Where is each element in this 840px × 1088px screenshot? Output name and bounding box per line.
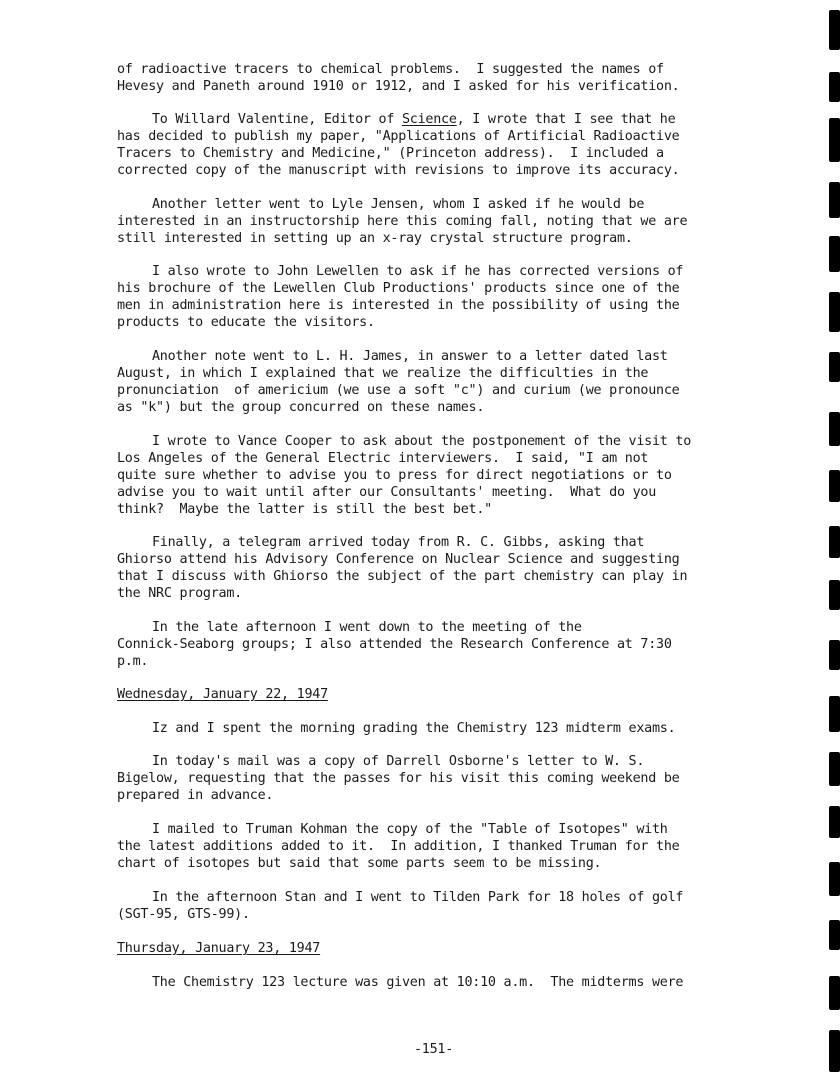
date-heading: Wednesday, January 22, 1947: [117, 687, 328, 702]
text-line: Finally, a telegram arrived today from R. C. Gibbs, asking that: [152, 535, 645, 550]
text-line: of radioactive tracers to chemical problems. I suggested the names of: [117, 62, 664, 77]
scan-edge-mark: [829, 118, 840, 162]
text-line: Hevesy and Paneth around 1910 or 1912, and I asked for his verification.: [117, 79, 680, 94]
text-line: To Willard Valentine, Editor of Science, I wrote that I see that he: [152, 112, 676, 127]
text-line: August, in which I explained that we realize the difficulties in the: [117, 366, 649, 381]
text-line: products to educate the visitors.: [117, 315, 375, 330]
text-line: men in administration here is interested in the possibility of using the: [117, 298, 680, 313]
scan-edge-mark: [829, 752, 840, 786]
text-line: p.m.: [117, 654, 149, 669]
text-line: chart of isotopes but said that some parts seem to be missing.: [117, 856, 602, 871]
scan-edge-mark: [829, 862, 840, 896]
date-heading: Thursday, January 23, 1947: [117, 941, 321, 956]
scan-edge-mark: [829, 10, 840, 50]
text-line: has decided to publish my paper, "Applications of Artificial Radioactive: [117, 129, 680, 144]
text-line: Connick-Seaborg groups; I also attended the Research Conference at 7:30: [117, 637, 672, 652]
text-line: I also wrote to John Lewellen to ask if he has corrected versions of: [152, 264, 684, 279]
text-line: In the afternoon Stan and I went to Tilden Park for 18 holes of golf: [152, 890, 684, 905]
text-line: as "k") but the group concurred on these names.: [117, 400, 485, 415]
scan-edge-mark: [829, 806, 840, 838]
scan-edge-mark: [829, 580, 840, 610]
text-line: In today's mail was a copy of Darrell Osborne's letter to W. S.: [152, 754, 645, 769]
scan-edge-mark: [829, 352, 840, 382]
page-number: -151-: [414, 1042, 454, 1057]
text-line: quite sure whether to advise you to press for direct negotiations or to: [117, 468, 672, 483]
scan-edge-mark: [829, 1030, 840, 1072]
text-line: Another note went to L. H. James, in answer to a letter dated last: [152, 349, 668, 364]
text-line: think? Maybe the latter is still the best bet.": [117, 502, 492, 517]
scan-edge-mark: [829, 470, 840, 502]
scan-edge-mark: [829, 696, 840, 732]
scan-edge-mark: [829, 236, 840, 272]
scan-edge-mark: [829, 920, 840, 950]
journal-title-underlined: Science: [401, 112, 457, 127]
text-line: the latest additions added to it. In addition, I thanked Truman for the: [117, 839, 680, 854]
text-line: Los Angeles of the General Electric interviewers. I said, "I am not: [117, 451, 649, 466]
text-line: still interested in setting up an x-ray crystal structure program.: [117, 231, 633, 246]
text-line: his brochure of the Lewellen Club Productions' products since one of the: [117, 281, 680, 296]
text-line: corrected copy of the manuscript with revisions to improve its accuracy.: [117, 163, 680, 178]
text-line: Bigelow, requesting that the passes for his visit this coming weekend be: [117, 771, 680, 786]
text-line: In the late afternoon I went down to the meeting of the: [152, 620, 582, 635]
scan-edge-mark: [829, 640, 840, 670]
scan-edge-mark: [829, 292, 840, 332]
text-line: Tracers to Chemistry and Medicine," (Princeton address). I included a: [117, 146, 664, 161]
scan-edge-mark: [829, 182, 840, 218]
text-line: (SGT-95, GTS-99).: [117, 907, 250, 922]
text-line: I wrote to Vance Cooper to ask about the postponement of the visit to: [152, 434, 692, 449]
text-line: interested in an instructorship here this coming fall, noting that we are: [117, 214, 688, 229]
text-line: Iz and I spent the morning grading the Chemistry 123 midterm exams.: [152, 721, 676, 736]
text-line: pronunciation of americium (we use a soft "c") and curium (we pronounce: [117, 383, 680, 398]
text-line: prepared in advance.: [117, 788, 274, 803]
text-line: Ghiorso attend his Advisory Conference on Nuclear Science and suggesting: [117, 552, 680, 567]
text-line: I mailed to Truman Kohman the copy of the "Table of Isotopes" with: [152, 822, 668, 837]
scan-edge-mark: [829, 526, 840, 558]
text-line: advise you to wait until after our Consultants' meeting. What do you: [117, 485, 657, 500]
scan-edge-mark: [829, 72, 840, 102]
text-line: the NRC program.: [117, 586, 242, 601]
text-line: Another letter went to Lyle Jensen, whom I asked if he would be: [152, 197, 645, 212]
text-line: The Chemistry 123 lecture was given at 10:10 a.m. The midterms were: [152, 975, 684, 990]
scan-edge-mark: [829, 976, 840, 1010]
text-line: that I discuss with Ghiorso the subject of the part chemistry can play in: [117, 569, 688, 584]
scan-edge-mark: [829, 412, 840, 446]
